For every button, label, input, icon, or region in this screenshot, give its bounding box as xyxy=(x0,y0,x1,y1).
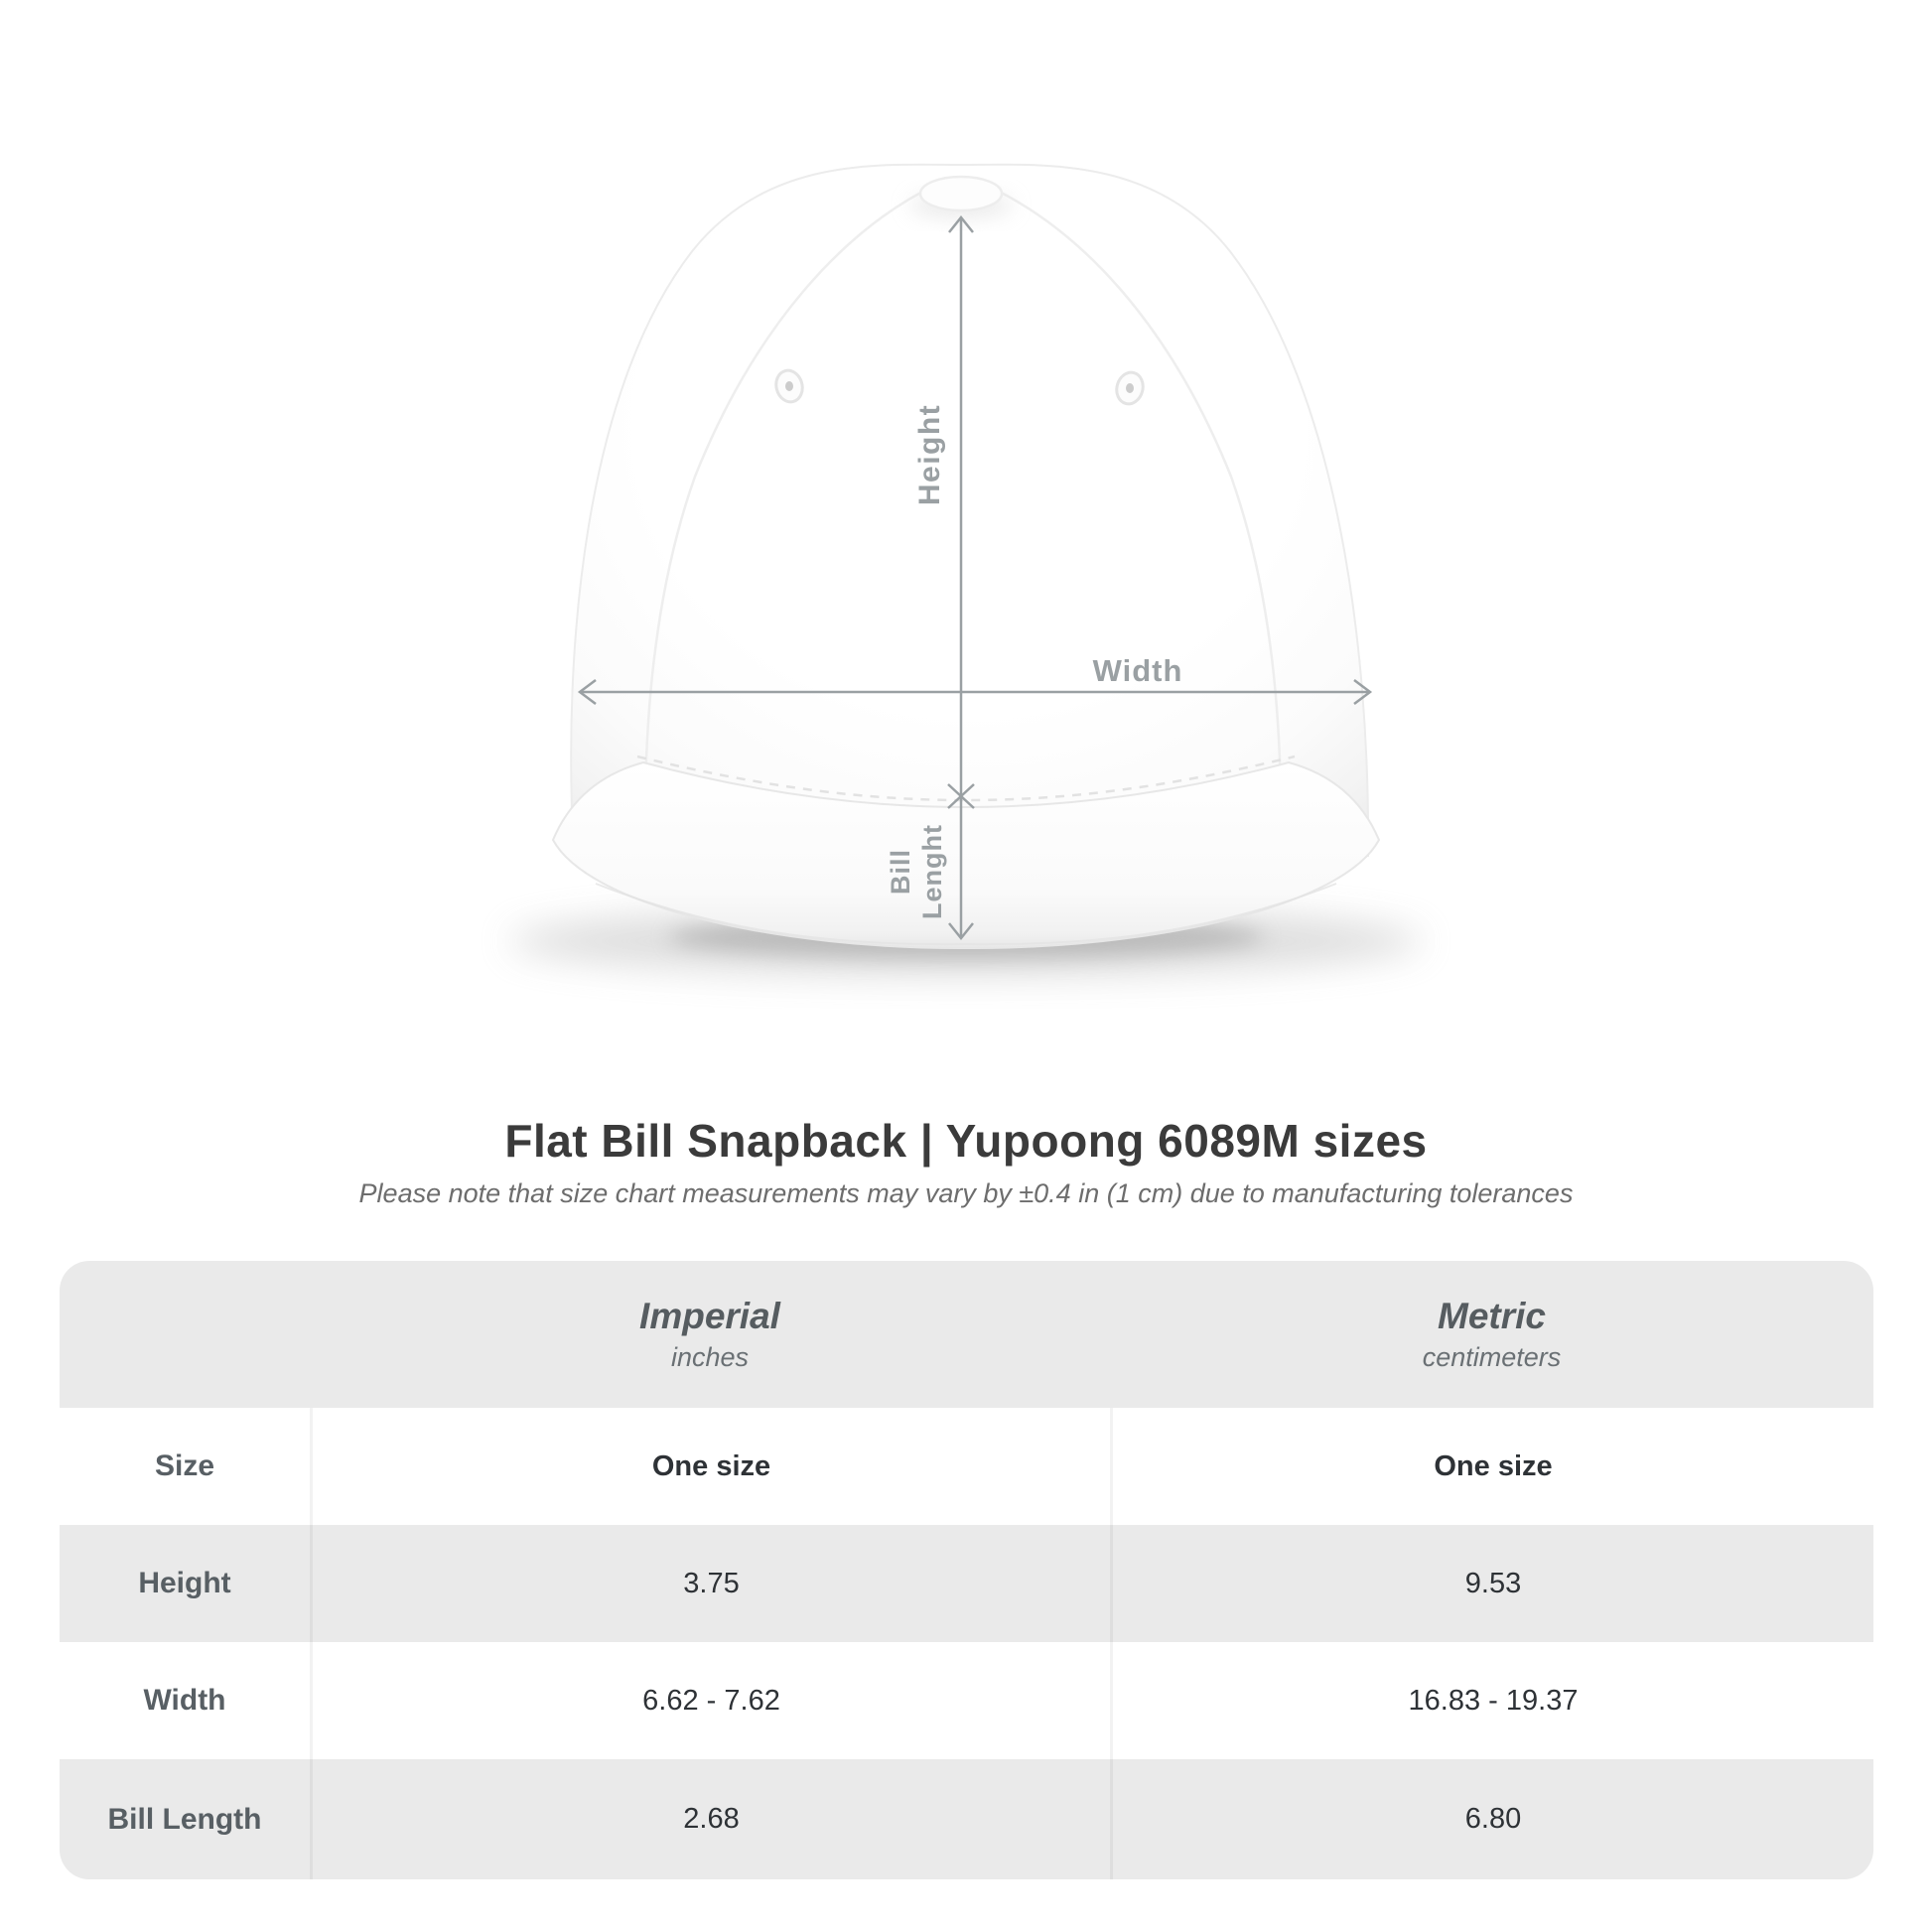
table-row-width xyxy=(60,1642,1873,1759)
metric-header xyxy=(1110,1261,1873,1408)
metric-value: 16.83 - 19.37 xyxy=(1110,1642,1873,1759)
bill-length-label-line1: Bill xyxy=(886,848,915,896)
cap-crown xyxy=(571,165,1368,856)
height-dimension-label: Height xyxy=(913,403,946,506)
row-label: Width xyxy=(143,1684,226,1717)
row-label: Size xyxy=(154,1449,215,1482)
cap-top-button xyxy=(920,177,1002,210)
table-header-spacer xyxy=(60,1261,310,1408)
metric-value: 6.80 xyxy=(1110,1759,1873,1879)
imperial-value: 2.68 xyxy=(310,1759,1110,1879)
table-row-height xyxy=(60,1525,1873,1642)
size-table xyxy=(60,1261,1873,1879)
imperial-value: One size xyxy=(310,1408,1110,1525)
heading-block xyxy=(0,1116,1932,1209)
bill-length-label-line2: Lenght xyxy=(917,824,947,919)
page-subtitle: Please note that size chart measurements may vary by ±0.4 in (1 cm) due to manufacturing tolerances xyxy=(358,1177,1574,1208)
page-title: Flat Bill Snapback | Yupoong 6089M sizes xyxy=(504,1115,1428,1167)
metric-value: 9.53 xyxy=(1110,1525,1873,1642)
table-row-bill-length xyxy=(60,1759,1873,1879)
imperial-header xyxy=(310,1261,1110,1408)
table-row-size xyxy=(60,1408,1873,1525)
metric-header-name: Metric xyxy=(1438,1296,1546,1336)
row-label: Height xyxy=(138,1567,231,1599)
imperial-value: 3.75 xyxy=(310,1525,1110,1642)
table-header xyxy=(60,1261,1873,1408)
imperial-header-unit: inches xyxy=(670,1342,750,1372)
imperial-header-name: Imperial xyxy=(639,1296,780,1336)
imperial-value: 6.62 - 7.62 xyxy=(310,1642,1110,1759)
metric-value: One size xyxy=(1110,1408,1873,1525)
width-dimension-label: Width xyxy=(1092,653,1183,688)
metric-header-unit: centimeters xyxy=(1422,1342,1562,1372)
row-label: Bill Length xyxy=(107,1802,262,1836)
